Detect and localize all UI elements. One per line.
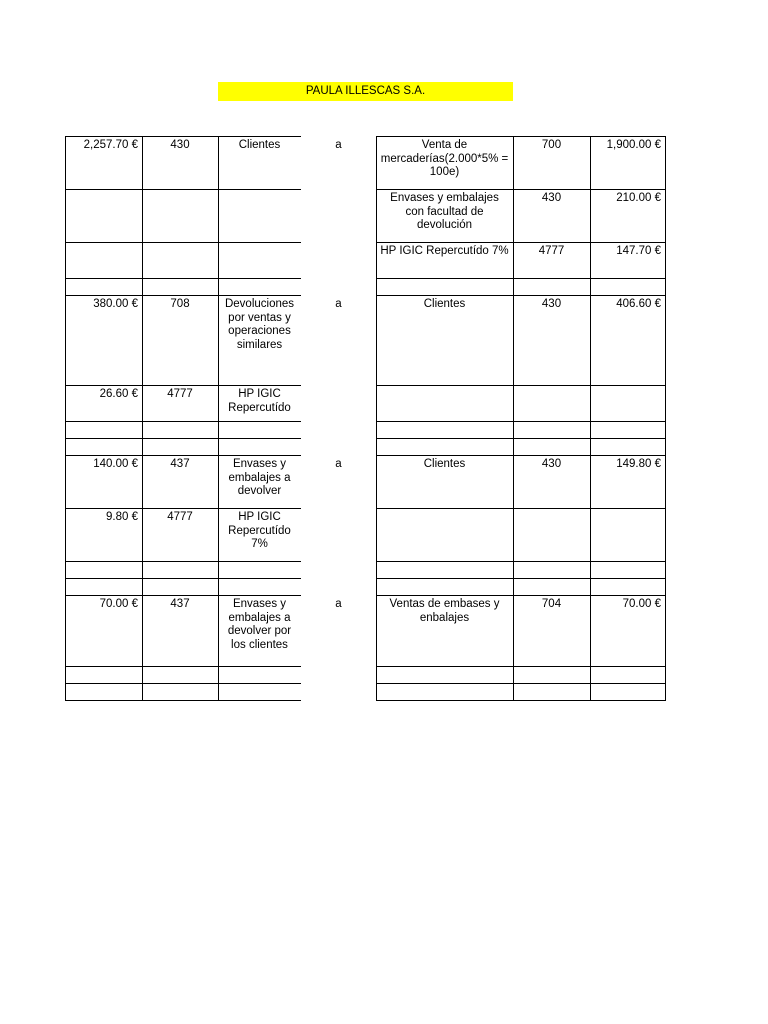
column-rule: [218, 136, 219, 701]
credit-amount: 406.60 €: [616, 298, 661, 310]
connector-a: [301, 242, 376, 278]
column-rule: [665, 136, 666, 701]
debit-account-code: [142, 242, 218, 278]
column-rule: [376, 136, 377, 701]
credit-account-code: [513, 508, 590, 561]
row-rule: [65, 578, 301, 579]
column-rule: [590, 136, 591, 701]
credit-amount: [590, 385, 665, 421]
row-rule: [376, 666, 665, 667]
debit-amount: 70.00 €: [99, 598, 138, 610]
connector-a: [301, 508, 376, 561]
debit-account-name: HP IGIC Repercutído 7%: [228, 511, 291, 550]
debit-account-name: Devoluciones por ventas y operaciones similares: [224, 298, 295, 351]
column-rule: [65, 136, 66, 701]
row-rule: [65, 561, 301, 562]
row-rule: [376, 278, 665, 279]
debit-account-code: 4777: [167, 511, 193, 523]
debit-amount: 140.00 €: [93, 458, 138, 470]
row-rule: [65, 438, 301, 439]
credit-amount: 70.00 €: [622, 598, 661, 610]
debit-amount: 9.80 €: [106, 511, 138, 523]
connector-a: [301, 189, 376, 242]
debit-account-name: Clientes: [238, 139, 281, 151]
credit-account-code: [513, 385, 590, 421]
connector-a: a: [335, 458, 342, 470]
row-rule: [65, 421, 301, 422]
credit-account-name: Ventas de embases y enbalajes: [389, 598, 500, 624]
debit-account-code: 437: [170, 598, 190, 610]
credit-account-name: HP IGIC Repercutído 7%: [380, 245, 509, 257]
row-rule: [65, 666, 301, 667]
debit-account-code: 4777: [167, 388, 193, 400]
credit-account-code: 430: [541, 458, 562, 470]
credit-account-code: 4777: [538, 245, 565, 257]
credit-account-name: Clientes: [423, 298, 466, 310]
credit-account-code: 704: [541, 598, 562, 610]
connector-a: a: [335, 298, 342, 310]
column-rule: [142, 136, 143, 701]
credit-account-code: 430: [541, 298, 562, 310]
credit-account-name: Venta de mercaderías(2.000*5% = 100e): [380, 139, 509, 178]
row-rule: [65, 278, 301, 279]
credit-account-name: [376, 385, 513, 421]
row-rule: [65, 700, 301, 701]
credit-amount: 1,900.00 €: [606, 139, 661, 151]
credit-amount: [590, 508, 665, 561]
debit-account-name: [218, 189, 301, 242]
row-rule: [376, 683, 665, 684]
debit-account-code: 430: [170, 139, 190, 151]
connector-a: [301, 385, 376, 421]
column-rule: [513, 136, 514, 701]
debit-account-name: Envases y embalajes a devolver: [228, 458, 291, 497]
credit-account-code: 430: [541, 192, 562, 204]
debit-account-code: [142, 189, 218, 242]
credit-amount: 210.00 €: [616, 192, 661, 204]
credit-amount: 147.70 €: [616, 245, 661, 257]
company-title: PAULA ILLESCAS S.A.: [218, 82, 513, 101]
row-rule: [376, 421, 665, 422]
row-rule: [376, 561, 665, 562]
row-rule: [376, 578, 665, 579]
credit-account-name: Clientes: [423, 458, 466, 470]
row-rule: [376, 700, 665, 701]
debit-account-name: HP IGIC Repercutído: [228, 388, 291, 414]
debit-amount: 2,257.70 €: [83, 139, 138, 151]
debit-amount: 26.60 €: [99, 388, 138, 400]
debit-amount: 380.00 €: [93, 298, 138, 310]
row-rule: [376, 438, 665, 439]
debit-amount: [65, 189, 142, 242]
credit-account-name: Envases y embalajes con facultad de devolución: [390, 192, 499, 231]
debit-amount: [65, 242, 142, 278]
debit-account-name: Envases y embalajes a devolver por los clientes: [227, 598, 292, 651]
credit-account-code: 700: [541, 139, 562, 151]
credit-amount: 149.80 €: [616, 458, 661, 470]
debit-account-name: [218, 242, 301, 278]
connector-a: a: [335, 139, 342, 151]
connector-a: a: [335, 598, 342, 610]
debit-account-code: 437: [170, 458, 190, 470]
row-rule: [65, 683, 301, 684]
credit-account-name: [376, 508, 513, 561]
debit-account-code: 708: [170, 298, 190, 310]
